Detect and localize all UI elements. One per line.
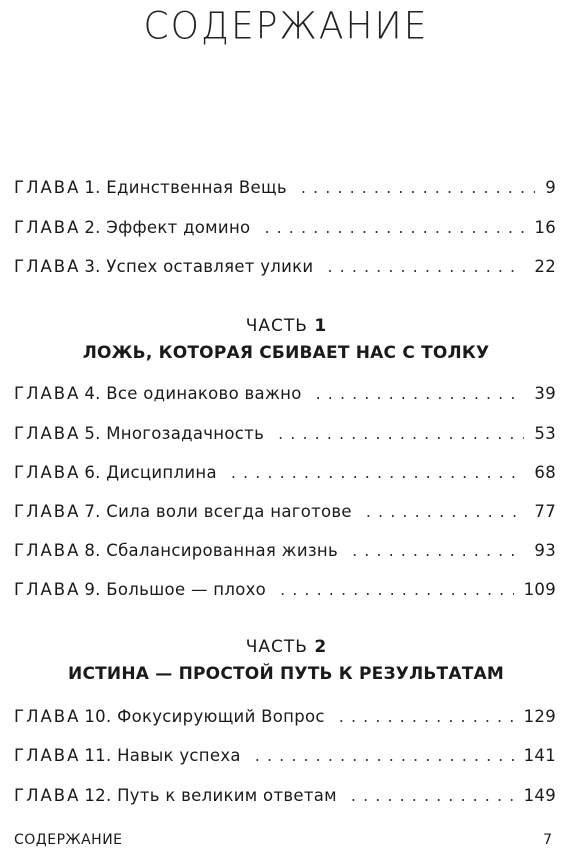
toc-entry-chapter-10[interactable] bbox=[14, 707, 556, 737]
chapter-title: Большое — плохо bbox=[106, 580, 267, 599]
dot-leader bbox=[301, 178, 535, 197]
chapter-number: 3. bbox=[84, 257, 101, 276]
part-1-title: ЛОЖЬ, КОТОРАЯ СБИВАЕТ НАС С ТОЛКУ bbox=[82, 343, 490, 363]
part-number: 1 bbox=[314, 316, 327, 336]
chapter-number: 4. bbox=[84, 384, 101, 403]
toc-entry-chapter-4[interactable] bbox=[14, 384, 556, 414]
page-title: СОДЕРЖАНИЕ bbox=[143, 4, 429, 49]
chapter-number: 6. bbox=[84, 463, 101, 482]
chapter-number: 12. bbox=[84, 786, 112, 805]
part-word: ЧАСТЬ bbox=[245, 316, 308, 336]
dot-leader bbox=[231, 463, 525, 482]
chapter-number: 9. bbox=[84, 580, 101, 599]
dot-leader bbox=[352, 541, 524, 560]
chapter-number: 5. bbox=[84, 424, 101, 443]
chapter-title: Эффект домино bbox=[106, 218, 251, 237]
chapter-title: Сила воли всегда наготове bbox=[106, 502, 352, 521]
dot-leader bbox=[316, 384, 525, 403]
chapter-title: Многозадачность bbox=[106, 424, 265, 443]
chapter-title: Все одинаково важно bbox=[106, 384, 302, 403]
chapter-title: Успех оставляет улики bbox=[106, 257, 314, 276]
part-2-title: ИСТИНА — ПРОСТОЙ ПУТЬ К РЕЗУЛЬТАТАМ bbox=[68, 664, 504, 684]
dot-leader bbox=[255, 746, 514, 765]
chapter-word: ГЛАВА bbox=[14, 257, 81, 276]
chapter-number: 8. bbox=[84, 541, 101, 560]
toc-entry-chapter-9[interactable] bbox=[14, 580, 556, 610]
chapter-number: 11. bbox=[84, 746, 112, 765]
dot-leader bbox=[264, 218, 524, 237]
chapter-number: 2. bbox=[84, 218, 101, 237]
part-1-label bbox=[0, 316, 572, 336]
folio-page-number: 7 bbox=[543, 832, 552, 848]
chapter-title: Фокусирующий Вопрос bbox=[117, 707, 325, 726]
dot-leader bbox=[351, 786, 514, 805]
chapter-title: Путь к великим ответам bbox=[117, 786, 337, 805]
page-number: 109 bbox=[523, 580, 556, 599]
page-number: 22 bbox=[534, 257, 556, 276]
chapter-word: ГЛАВА bbox=[14, 218, 81, 237]
page-number: 9 bbox=[545, 178, 556, 197]
dot-leader bbox=[278, 424, 524, 443]
dot-leader bbox=[366, 502, 525, 521]
page-number: 93 bbox=[534, 541, 556, 560]
page-number: 141 bbox=[523, 746, 556, 765]
chapter-number: 7. bbox=[84, 502, 101, 521]
toc-entry-chapter-2[interactable] bbox=[14, 218, 556, 248]
chapter-title: Дисциплина bbox=[106, 463, 217, 482]
chapter-title: Навык успеха bbox=[117, 746, 241, 765]
dot-leader bbox=[280, 580, 514, 599]
chapter-title: Сбалансированная жизнь bbox=[106, 541, 339, 560]
chapter-word: ГЛАВА bbox=[14, 424, 81, 443]
chapter-word: ГЛАВА bbox=[14, 384, 81, 403]
chapter-title: Единственная Вещь bbox=[106, 178, 287, 197]
toc-entry-chapter-11[interactable] bbox=[14, 746, 556, 776]
chapter-word: ГЛАВА bbox=[14, 746, 81, 765]
chapter-word: ГЛАВА bbox=[14, 786, 81, 805]
chapter-number: 1. bbox=[84, 178, 101, 197]
toc-entry-chapter-6[interactable] bbox=[14, 463, 556, 493]
dot-leader bbox=[327, 257, 524, 276]
page-number: 53 bbox=[534, 424, 556, 443]
chapter-word: ГЛАВА bbox=[14, 463, 81, 482]
running-footer-title: СОДЕРЖАНИЕ bbox=[14, 832, 123, 848]
toc-entry-chapter-12[interactable] bbox=[14, 786, 556, 816]
chapter-word: ГЛАВА bbox=[14, 707, 81, 726]
page-number: 68 bbox=[534, 463, 556, 482]
page-number: 39 bbox=[534, 384, 556, 403]
toc-entry-chapter-3[interactable] bbox=[14, 257, 556, 287]
part-2-label bbox=[0, 637, 572, 657]
chapter-word: ГЛАВА bbox=[14, 580, 81, 599]
page-number: 77 bbox=[534, 502, 556, 521]
toc-entry-chapter-7[interactable] bbox=[14, 502, 556, 532]
dot-leader bbox=[339, 707, 514, 726]
toc-entry-chapter-1[interactable] bbox=[14, 178, 556, 208]
toc-entry-chapter-8[interactable] bbox=[14, 541, 556, 571]
part-number: 2 bbox=[314, 637, 327, 657]
part-word: ЧАСТЬ bbox=[245, 637, 308, 657]
page-number: 129 bbox=[523, 707, 556, 726]
chapter-word: ГЛАВА bbox=[14, 178, 81, 197]
chapter-number: 10. bbox=[84, 707, 112, 726]
page-number: 16 bbox=[534, 218, 556, 237]
toc-entry-chapter-5[interactable] bbox=[14, 424, 556, 454]
chapter-word: ГЛАВА bbox=[14, 502, 81, 521]
chapter-word: ГЛАВА bbox=[14, 541, 81, 560]
page-number: 149 bbox=[523, 786, 556, 805]
